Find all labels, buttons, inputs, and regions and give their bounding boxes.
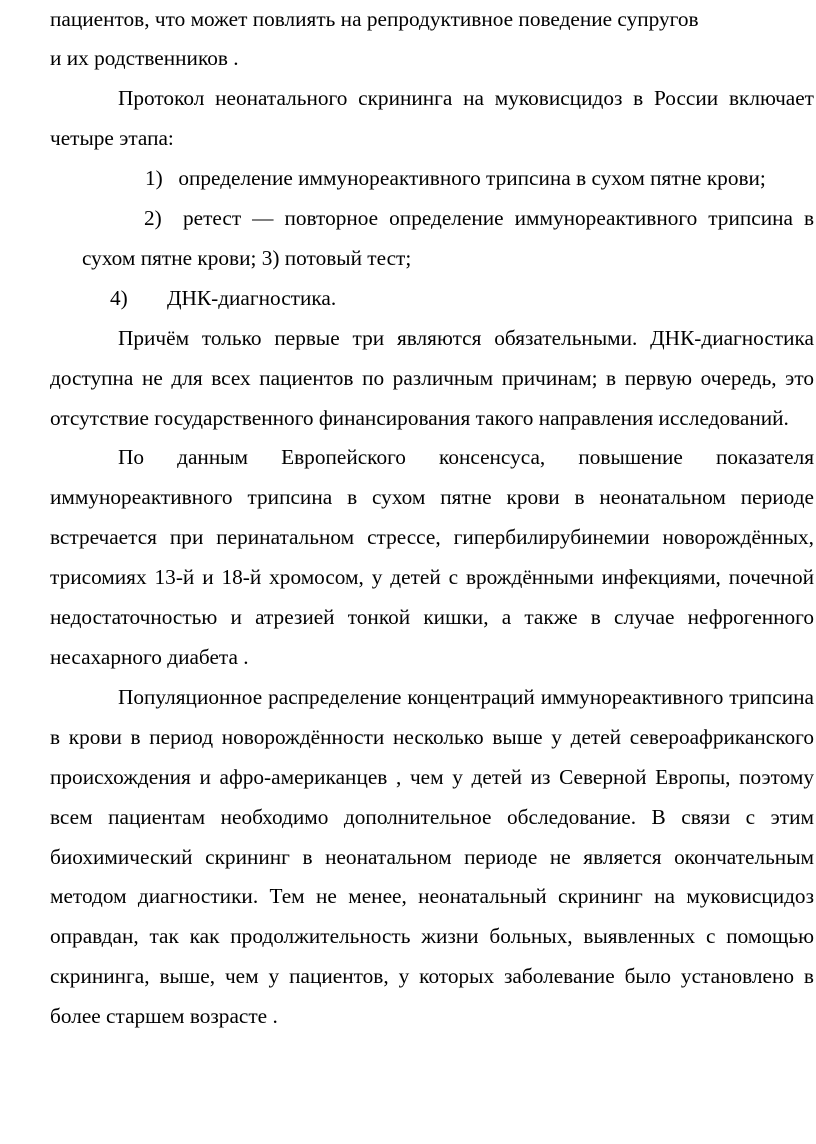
paragraph-obligatory-stages: Причём только первые три являются обязательными. ДНК-диагностика доступна не для всех пациентов по различным причинам; в первую очередь, это отсутствие государственного финансирования такого направления исследований. bbox=[50, 325, 814, 430]
list-item-2-number: 2) bbox=[144, 206, 162, 231]
paragraph-population-distribution: Популяционное распределение концентраций иммунореактивного трипсина в крови в период новорождённости несколько выше у детей североафриканского происхождения и афро-американцев , чем у детей из Северной Европы, поэтому всем пациентам необходимо дополнительное обследование. В связи с этим биохимический скрининг в неонатальном периоде не является окончательным методом диагностики. Тем не менее, неонатальный скрининг на муковисцидоз оправдан, так как продолжительность жизни больных, выявленных с помощью скрининга, выше, чем у пациентов, у которых заболевание было установлено в более старшем возрасте . bbox=[50, 684, 814, 1029]
paragraph-european-consensus: По данным Европейского консенсуса, повышение показателя иммунореактивного трипсина в сухом пятне крови в неонатальном периоде встречается при перинатальном стрессе, гипербилирубинемии новорождённых, трисомиях 13-й и 18-й хромосом, у детей с врождёнными инфекциями, почечной недостаточностью и атрезией тонкой кишки, а также в случае нефрогенного несахарного диабета . bbox=[50, 445, 814, 669]
paragraph-protocol-intro: Протокол неонатального скрининга на муковисцидоз в России включает четыре этапа: bbox=[50, 86, 814, 151]
document-page bbox=[50, 0, 814, 1037]
list-item-1-number: 1) bbox=[145, 166, 163, 191]
list-item-2-text: ретест — повторное определение иммунореактивного трипсина в сухом пятне крови; 3) потовый тест; bbox=[82, 206, 815, 270]
list-item-2 bbox=[50, 199, 814, 279]
list-item-1 bbox=[50, 159, 814, 199]
paragraph-continuation bbox=[50, 0, 814, 79]
paragraph-continuation-line-2: и их родственников . bbox=[50, 46, 239, 71]
paragraph-continuation-line-1: пациентов, что может повлиять на репродуктивное поведение супругов bbox=[50, 6, 699, 31]
list-item-1-text: определение иммунореактивного трипсина в сухом пятне крови; bbox=[178, 166, 766, 191]
list-item-4-number: 4) bbox=[110, 285, 128, 310]
list-item-4 bbox=[50, 279, 814, 319]
list-item-4-text: ДНК-диагностика. bbox=[167, 285, 337, 310]
